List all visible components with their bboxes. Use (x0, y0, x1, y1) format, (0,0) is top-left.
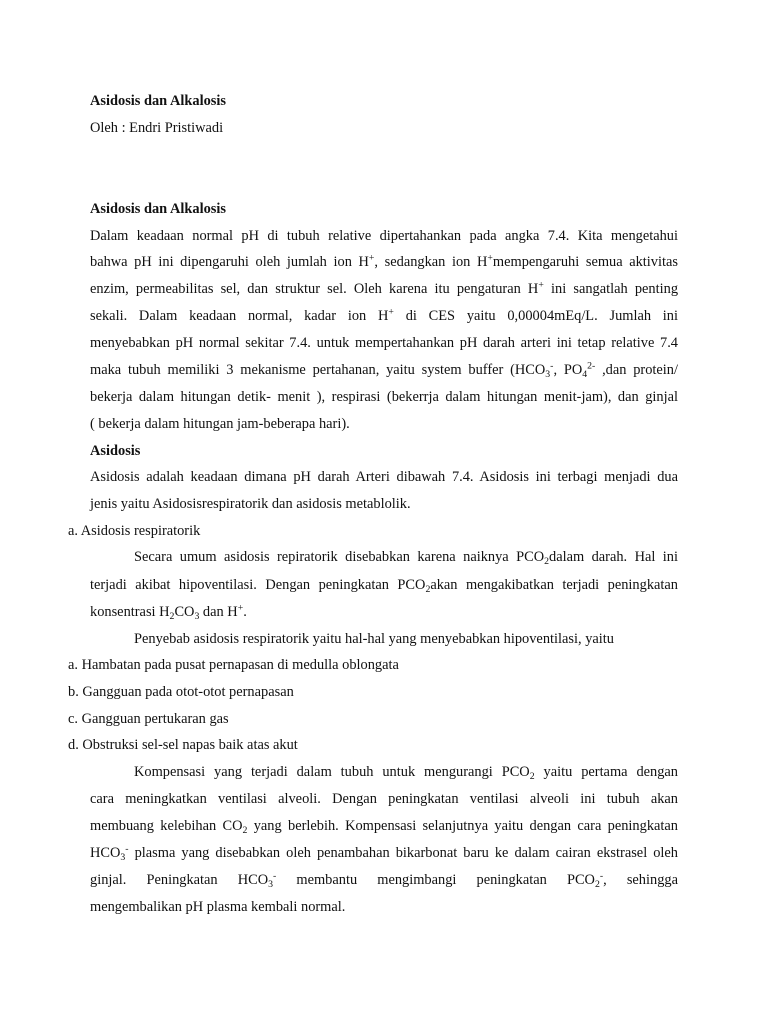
list-item: c. Gangguan pertukaran gas (68, 711, 229, 727)
list-item: b. Gangguan pada otot-otot pernapasan (68, 684, 294, 700)
paragraph-line: ginjal. Peningkatan $HCO_3^-$ membantu mengimbangi peningkatan $PCO_2^-$, sehingga (90, 870, 678, 890)
paragraph-line: ( bekerja dalam hitungan jam-beberapa hari). (90, 416, 350, 432)
paragraph-line: jenis yaitu Asidosisrespiratorik dan asidosis metablolik. (90, 496, 411, 512)
paragraph-line: membuang kelebihan $CO_2$ yang berlebih. Kompensasi selanjutnya yaitu dengan cara peningkatan (90, 818, 678, 836)
paragraph-line: menyebabkan pH normal sekitar 7.4. untuk mempertahankan pH darah arteri ini tetap relative 7.4 (90, 335, 678, 351)
list-item: a. Hambatan pada pusat pernapasan di medulla oblongata (68, 657, 399, 673)
paragraph-line: Dalam keadaan normal pH di tubuh relative dipertahankan pada angka 7.4. Kita mengetahui (90, 228, 678, 244)
paragraph-line: konsentrasi $H_2CO_3$ dan H+. (90, 602, 247, 622)
paragraph-line: Secara umum asidosis repiratorik disebabkan karena naiknya $PCO_2dalam$ darah. Hal ini (134, 549, 678, 567)
paragraph-line: sekali. Dalam keadaan normal, kadar ion H+ di CES yaitu 0,00004mEq/L. Jumlah ini (90, 306, 679, 324)
paragraph-line: bahwa pH ini dipengaruhi oleh jumlah ion H+, sedangkan ion H+mempengaruhi semua aktivitas (90, 252, 678, 270)
list-item: d. Obstruksi sel-sel napas baik atas akut (68, 737, 298, 753)
paragraph-line: cara meningkatkan ventilasi alveoli. Dengan peningkatan ventilasi alveoli ini tubuh akan (90, 791, 678, 807)
paragraph-line: $HCO_3^-$ plasma yang disebabkan oleh penambahan bikarbonat baru ke dalam cairan ekstrasel oleh (90, 843, 678, 863)
paragraph-line: Penyebab asidosis respiratorik yaitu hal-hal yang menyebabkan hipoventilasi, yaitu (134, 631, 614, 647)
subsection-heading: a. Asidosis respiratorik (68, 523, 201, 539)
author-line: Oleh : Endri Pristiwadi (90, 120, 224, 136)
document-title: Asidosis dan Alkalosis (90, 93, 226, 109)
paragraph-line: terjadi akibat hipoventilasi. Dengan peningkatan $PCO_2akan$ mengakibatkan terjadi peningkatan (90, 577, 678, 595)
paragraph-line: maka tubuh memiliki 3 mekanisme pertahanan, yaitu system buffer ($HCO_3^-$, $PO_4^{2-}$ ,dan protein/ (90, 360, 678, 380)
paragraph-line: bekerja dalam hitungan detik- menit ), respirasi (bekerrja dalam hitungan menit-jam), dan ginjal (90, 389, 678, 405)
paragraph-line: Kompensasi yang terjadi dalam tubuh untuk mengurangi $PCO_2$ yaitu pertama dengan (134, 764, 678, 782)
paragraph-line: mengembalikan pH plasma kembali normal. (90, 899, 346, 915)
section-heading: Asidosis (90, 443, 141, 459)
paragraph-line: Asidosis adalah keadaan dimana pH darah Arteri dibawah 7.4. Asidosis ini terbagi menjadi dua (90, 469, 678, 485)
paragraph-line: enzim, permeabilitas sel, dan struktur sel. Oleh karena itu pengaturan H+ ini sangatlah penting (90, 279, 679, 297)
section-heading: Asidosis dan Alkalosis (90, 201, 226, 217)
